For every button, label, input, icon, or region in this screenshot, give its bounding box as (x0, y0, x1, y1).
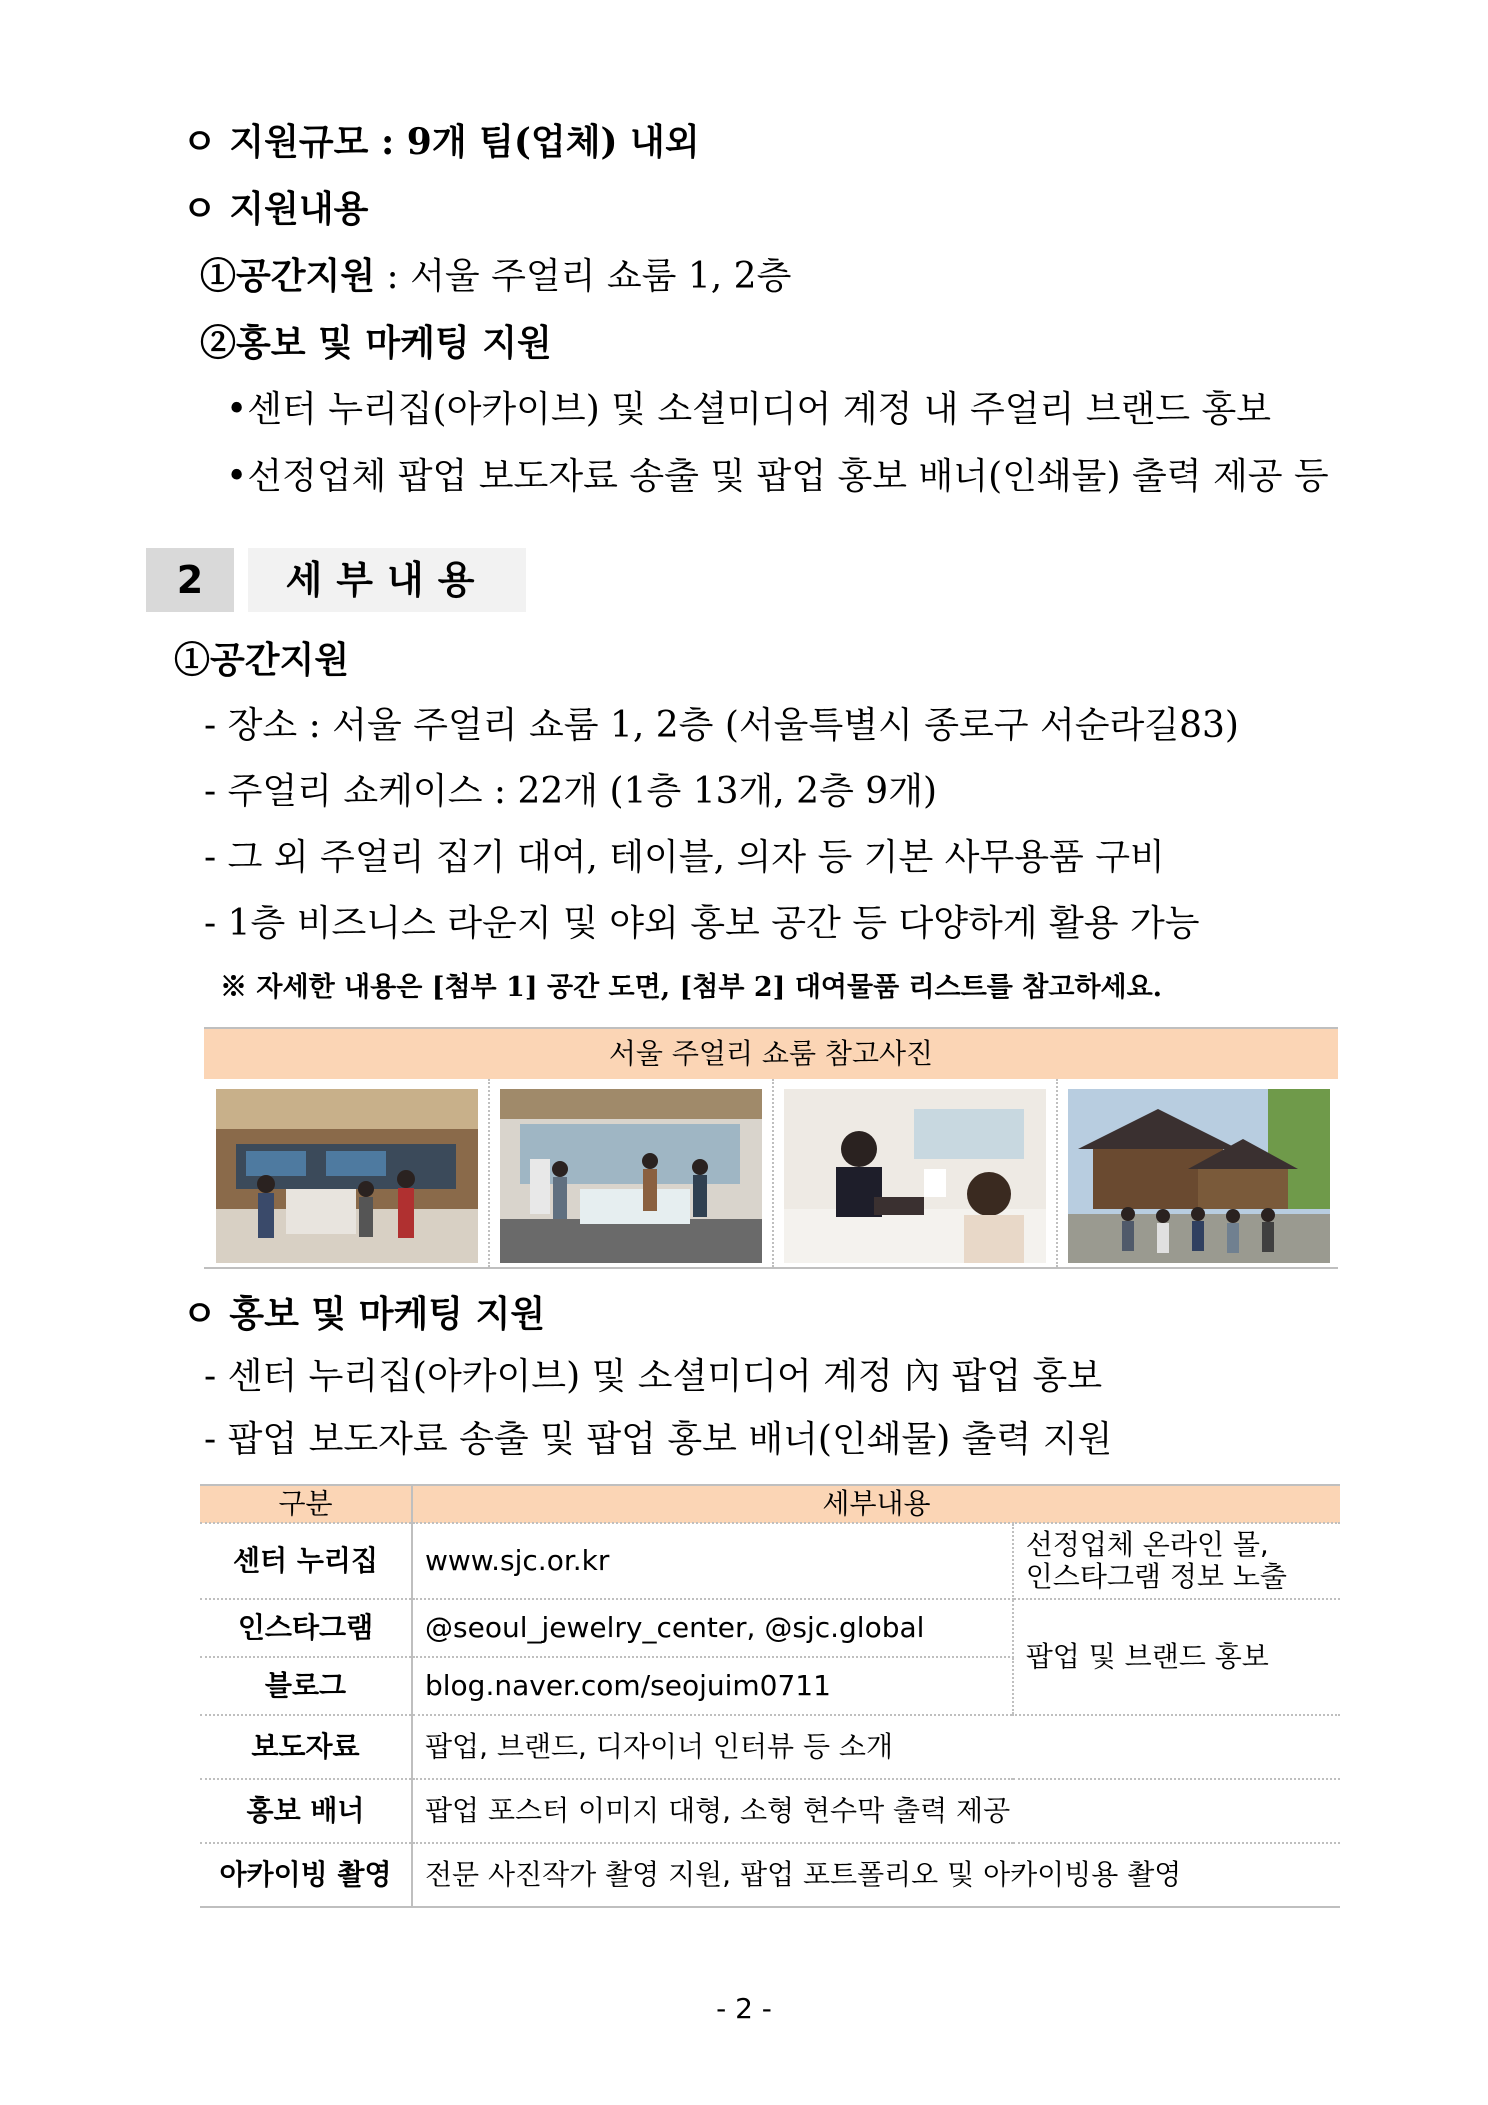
row-note-homepage-line2: 인스타그램 정보 노출 (1025, 1560, 1287, 1593)
table-row (200, 1779, 1340, 1843)
intro-bullet-1: •센터 누리집(아카이브) 및 소셜미디어 계정 내 주얼리 브랜드 홍보 (226, 389, 1272, 430)
row-note-homepage (1013, 1523, 1340, 1599)
support-scale-line: ㅇ 지원규모 : 9개 팀(업체) 내외 (182, 121, 700, 163)
promo-item-2: - 팝업 보도자료 송출 및 팝업 홍보 배너(인쇄물) 출력 지원 (204, 1419, 1113, 1460)
row-label-homepage: 센터 누리집 (200, 1523, 412, 1599)
row-value-instagram: @seoul_jewelry_center, @sjc.global (412, 1599, 1013, 1657)
table-header-details: 세부내용 (412, 1485, 1340, 1523)
row-value-homepage: www.sjc.or.kr (412, 1523, 1013, 1599)
row-value-blog: blog.naver.com/seojuim0711 (412, 1657, 1013, 1715)
consultation-photo (784, 1089, 1046, 1263)
row-label-blog: 블로그 (200, 1657, 412, 1715)
space-heading: ①공간지원 (174, 639, 350, 681)
row-value-archive: 전문 사진작가 촬영 지원, 팝업 포트폴리오 및 아카이빙용 촬영 (412, 1843, 1340, 1907)
hanok-exterior-photo (1068, 1089, 1330, 1263)
row-note-homepage-line1: 선정업체 온라인 몰, (1025, 1528, 1269, 1561)
space-support-line (200, 254, 791, 299)
table-row (200, 1523, 1340, 1599)
reference-note: ※ 자세한 내용은 [첨부 1] 공간 도면, [첨부 2] 대여물품 리스트를 참고하세요. (220, 972, 1163, 1003)
support-content-heading: ㅇ 지원내용 (182, 188, 369, 230)
space-item-4: - 1층 비즈니스 라운지 및 야외 홍보 공간 등 다양하게 활용 가능 (204, 903, 1200, 944)
photo-divider (1056, 1079, 1058, 1267)
row-label-press: 보도자료 (200, 1715, 412, 1779)
table-header-row (200, 1485, 1340, 1523)
showroom-visitors-photo (500, 1089, 762, 1263)
intro-bullet-2: •선정업체 팝업 보도자료 송출 및 팝업 홍보 배너(인쇄물) 출력 제공 등 (226, 456, 1329, 497)
space-item-1: - 장소 : 서울 주얼리 쇼룸 1, 2층 (서울특별시 종로구 서순라길83) (204, 705, 1239, 746)
row-value-press: 팝업, 브랜드, 디자이너 인터뷰 등 소개 (412, 1715, 1340, 1779)
table-row (200, 1599, 1340, 1657)
section-title: 세부내용 (248, 548, 526, 612)
promo-item-1: - 센터 누리집(아카이브) 및 소셜미디어 계정 內 팝업 홍보 (204, 1356, 1103, 1397)
row-label-archive: 아카이빙 촬영 (200, 1843, 412, 1907)
section-number: 2 (146, 548, 234, 612)
row-note-shared: 팝업 및 브랜드 홍보 (1013, 1599, 1340, 1715)
row-label-instagram: 인스타그램 (200, 1599, 412, 1657)
table-row (200, 1715, 1340, 1779)
photo-caption: 서울 주얼리 쇼룸 참고사진 (204, 1027, 1338, 1079)
marketing-support-line: ②홍보 및 마케팅 지원 (200, 322, 552, 364)
space-item-2: - 주얼리 쇼케이스 : 22개 (1층 13개, 2층 9개) (204, 771, 938, 812)
promo-table (200, 1484, 1340, 1908)
row-value-banner: 팝업 포스터 이미지 대형, 소형 현수막 출력 제공 (412, 1779, 1340, 1843)
space-support-value: : 서울 주얼리 쇼룸 1, 2층 (375, 256, 792, 297)
table-row (200, 1843, 1340, 1907)
photo-row (204, 1079, 1338, 1269)
page-number: - 2 - (716, 1992, 772, 2025)
showroom-interior-photo (216, 1089, 478, 1263)
table-header-category: 구분 (200, 1485, 412, 1523)
promo-heading: ㅇ 홍보 및 마케팅 지원 (182, 1293, 546, 1335)
row-label-banner: 홍보 배너 (200, 1779, 412, 1843)
space-item-3: - 그 외 주얼리 집기 대여, 테이블, 의자 등 기본 사무용품 구비 (204, 837, 1165, 878)
space-support-label: ①공간지원 (200, 255, 376, 297)
photo-divider (488, 1079, 490, 1267)
photo-divider (772, 1079, 774, 1267)
